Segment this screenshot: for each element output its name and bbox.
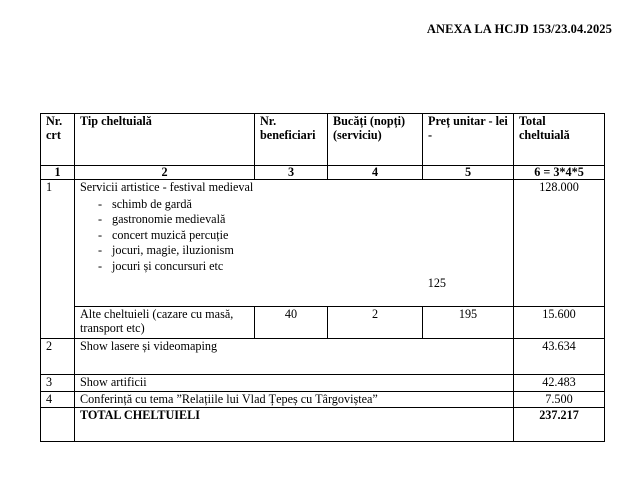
row-number: 2: [41, 339, 75, 375]
row-number-empty: [41, 307, 75, 339]
annex-title: ANEXA LA HCJD 153/23.04.2025: [426, 22, 612, 36]
column-number: 3: [255, 166, 328, 180]
table-row-1b: [41, 307, 605, 339]
header-row: [41, 114, 605, 166]
header-bucati: Bucăți (nopți) (serviciu): [328, 114, 423, 166]
row-total: 7.500: [514, 391, 605, 408]
column-number: 4: [328, 166, 423, 180]
list-item: - jocuri și concursuri etc: [98, 258, 224, 273]
header-nr-crt: Nr. crt: [41, 114, 75, 166]
row-number: 4: [41, 391, 75, 408]
table-row-2: [41, 339, 605, 375]
list-item: - schimb de gardă: [98, 196, 192, 211]
row-number: 3: [41, 375, 75, 392]
total-label: TOTAL CHELTUIELI: [75, 408, 514, 442]
row-description: Show lasere și videomaping: [75, 339, 514, 375]
list-item: - concert muzică percuție: [98, 227, 229, 242]
header-total-cheltuiala: Total cheltuială: [514, 114, 605, 166]
row-total: 43.634: [514, 339, 605, 375]
list-item: - jocuri, magie, iluzionism: [98, 243, 234, 257]
grand-total: 237.217: [514, 408, 605, 442]
column-number: 6 = 3*4*5: [514, 166, 605, 180]
row-total: 42.483: [514, 375, 605, 392]
column-number: 2: [75, 166, 255, 180]
expense-table: [40, 113, 605, 442]
column-number: 5: [423, 166, 514, 180]
row-beneficiari: 40: [255, 307, 328, 339]
quantity-value: 125: [427, 276, 446, 290]
column-number: 1: [41, 166, 75, 180]
list-item: - gastronomie medievală: [98, 212, 226, 226]
row-total: 15.600: [514, 307, 605, 339]
column-number-row: [41, 166, 605, 180]
header-pret-unitar: Preț unitar - lei -: [423, 114, 514, 166]
header-tip-cheltuiala: Tip cheltuială: [75, 114, 255, 166]
row-pret-unitar: 195: [423, 307, 514, 339]
table-row-4: [41, 391, 605, 408]
total-row: [41, 408, 605, 442]
row-description: [75, 180, 514, 307]
row-description: Alte cheltuieli (cazare cu masă, transport etc): [75, 307, 255, 339]
row-number-empty: [41, 408, 75, 442]
table-row-1: [41, 180, 605, 307]
row-number: 1: [41, 180, 75, 307]
row-total: 128.000: [514, 180, 605, 307]
row-title: Servicii artistice - festival medieval: [80, 180, 254, 194]
header-nr-beneficiari: Nr. beneficiari: [255, 114, 328, 166]
row-description: Conferință cu tema ”Relațiile lui Vlad Țepeș cu Târgoviștea”: [75, 391, 514, 408]
row-bucati: 2: [328, 307, 423, 339]
table-row-3: [41, 375, 605, 392]
subitem-list: [98, 197, 508, 275]
row-description: Show artificii: [75, 375, 514, 392]
